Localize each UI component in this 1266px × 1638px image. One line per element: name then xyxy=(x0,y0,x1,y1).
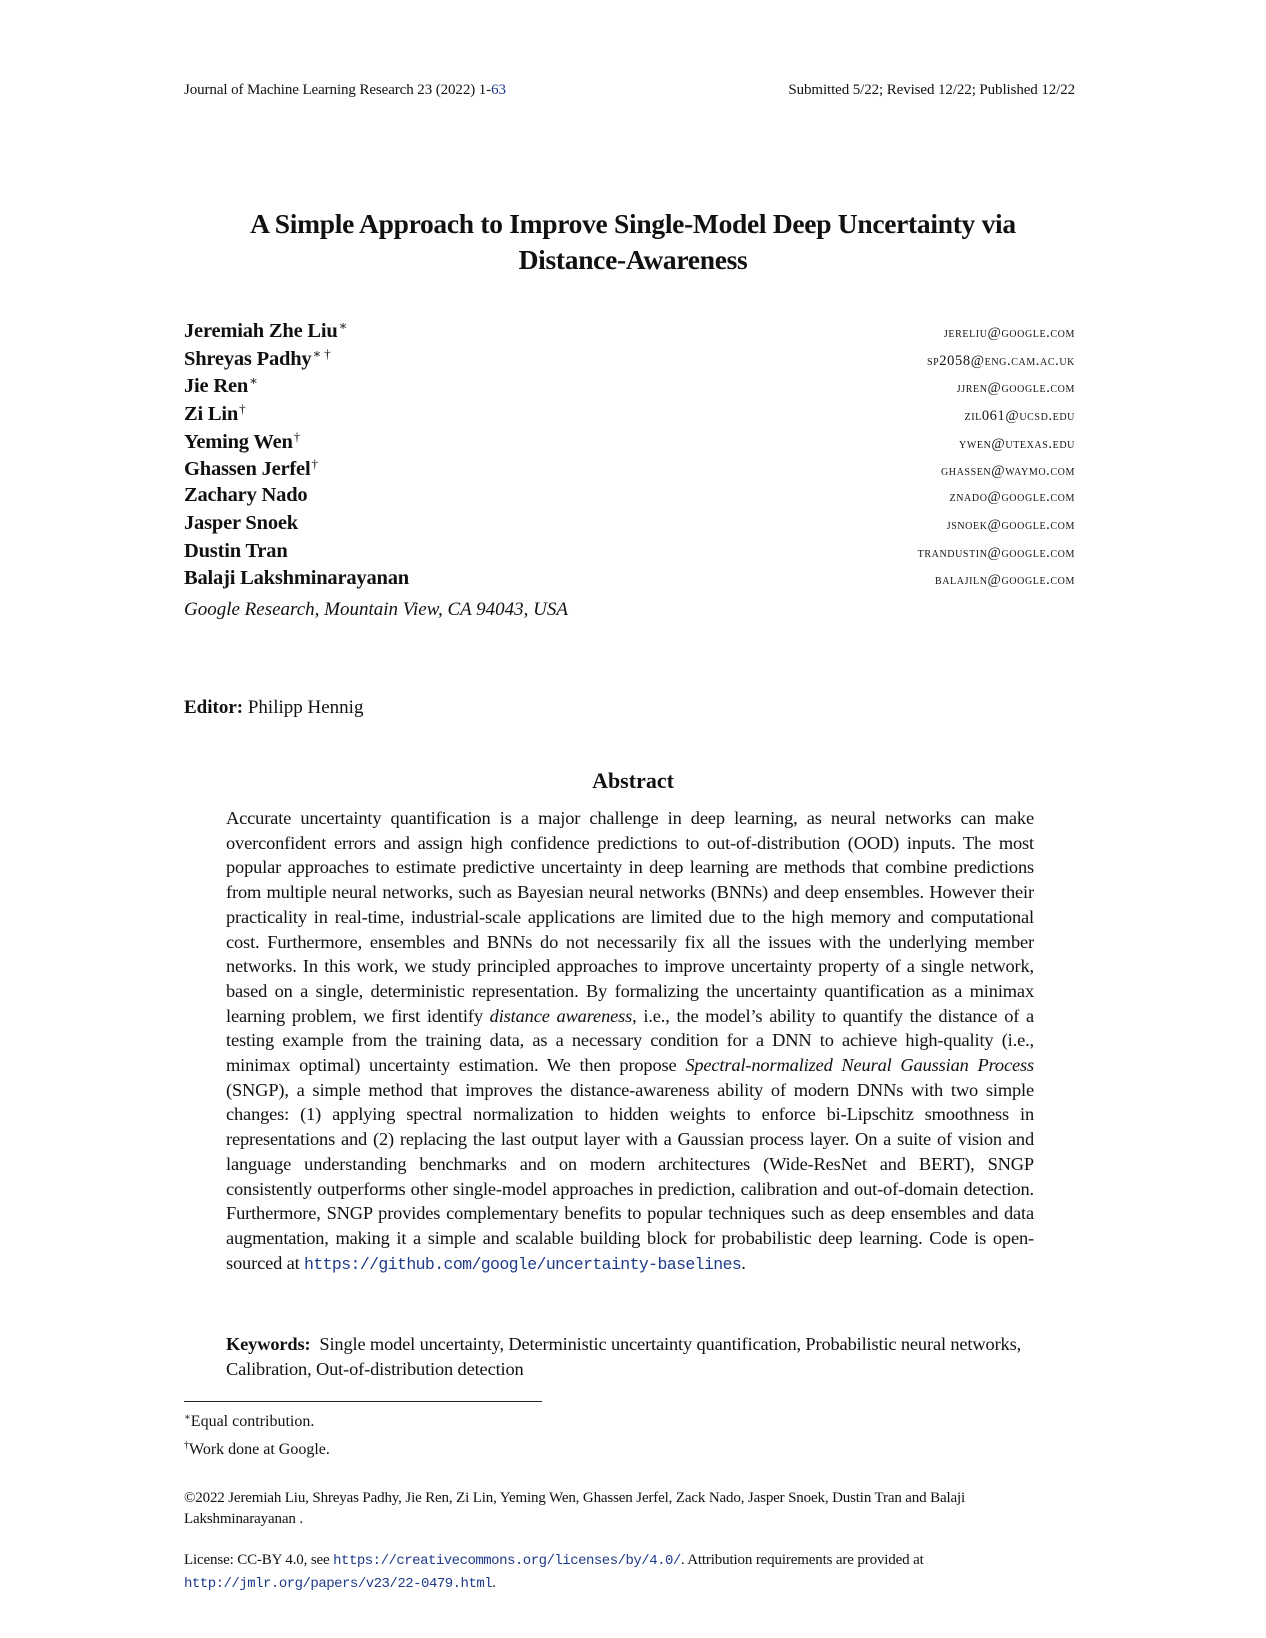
abstract-body: Accurate uncertainty quantification is a major challenge in deep learning, as neural networks can make overconfident errors and assign high confidence predictions to out-of-distribution (OOD) inputs. The most popular approaches to estimate predictive uncertainty in deep learning are methods that combine predictions from multiple neural networks, such as Bayesian neural networks (BNNs) and deep ensembles. However their practicality in real-time, industrial-scale applications are limited due to the high memory and computational cost. Furthermore, ensembles and BNNs do not necessarily fix all the issues with the underlying member networks. In this work, we study principled approaches to improve uncertainty property of a single network, based on a single, deterministic representation. By formalizing the uncertainty quantification as a minimax learning problem, we first identify distance awareness, i.e., the model’s ability to quantify the distance of a testing example from the training data, as a necessary condition for a DNN to achieve high-quality (i.e., minimax optimal) uncertainty estimation. We then propose Spectral-normalized Neural Gaussian Process (SNGP), a simple method that improves the distance-awareness ability of modern DNNs with two simple changes: (1) applying spectral normalization to hidden weights to enforce bi-Lipschitz smoothness in representations and (2) replacing the last output layer with a Gaussian process layer. On a suite of vision and language understanding benchmarks and on modern architectures (Wide-ResNet and BERT), SNGP consistently outperforms other single-model approaches in prediction, calibration and out-of-domain detection. Furthermore, SNGP provides complementary benefits to popular techniques such as deep ensembles and data augmentation, making it a simple and scalable building block for probabilistic deep learning. Code is open-sourced at https://github.com/google/uncertainty-baselines. xyxy=(226,808,1035,1274)
keywords-text: Single model uncertainty, Deterministic uncertainty quantification, Probabilistic neural networks, Calibration, Out-of-distribution detection xyxy=(226,1334,1022,1379)
author-name: Shreyas Padhy∗ † xyxy=(184,345,331,370)
journal-name: Journal of Machine Learning Research 23 (2022) 1- xyxy=(184,82,492,98)
emphasis-sngp-name: Spectral-normalized Neural Gaussian Process xyxy=(685,1055,1034,1076)
author-row xyxy=(184,346,1075,374)
author-name: Balaji Lakshminarayanan xyxy=(184,567,409,590)
author-name: Jasper Snoek xyxy=(184,511,298,534)
author-row xyxy=(184,429,1075,457)
code-url-link[interactable]: https://github.com/google/uncertainty-baselines xyxy=(304,1254,742,1274)
journal-header xyxy=(184,80,506,100)
author-marks[interactable]: † xyxy=(293,428,300,444)
license-notice: License: CC-BY 4.0, see https://creativecommons.org/licenses/by/4.0/. Attribution requirements are provided at http://jmlr.org/papers/v23/22-0479.html. xyxy=(184,1552,924,1592)
author-marks[interactable]: † xyxy=(311,456,318,472)
author-email: jsnoek@google.com xyxy=(946,516,1075,533)
jmlr-paper-link[interactable]: http://jmlr.org/papers/v23/22-0479.html xyxy=(184,1576,493,1592)
author-row xyxy=(184,512,1075,540)
author-name: Dustin Tran xyxy=(184,539,288,562)
copyright-icon: © xyxy=(184,1490,196,1506)
submission-info: Submitted 5/22; Revised 12/22; Published 12/22 xyxy=(788,82,1075,98)
author-email: trandustin@google.com xyxy=(917,544,1075,561)
author-marks[interactable]: † xyxy=(239,401,246,417)
cc-license-link[interactable]: https://creativecommons.org/licenses/by/4.0/ xyxy=(333,1553,681,1569)
last-page-link[interactable]: 63 xyxy=(491,82,506,98)
footnotes xyxy=(184,1406,330,1462)
author-name: Jie Ren∗ xyxy=(184,373,258,398)
author-name: Zachary Nado xyxy=(184,484,308,507)
author-name: Yeming Wen† xyxy=(184,428,300,453)
affiliation: Google Research, Mountain View, CA 94043, USA xyxy=(184,598,568,620)
author-email: jereliu@google.com xyxy=(943,325,1075,341)
author-email: ghassen@waymo.com xyxy=(940,463,1075,480)
author-email: balajiln@google.com xyxy=(934,572,1075,589)
author-row xyxy=(184,540,1075,568)
author-email: jjren@google.com xyxy=(956,380,1075,397)
author-marks[interactable]: ∗ † xyxy=(312,345,331,361)
author-row xyxy=(184,567,1075,595)
author-row xyxy=(184,456,1075,484)
emphasis-distance-awareness: distance awareness xyxy=(489,1005,633,1026)
keywords xyxy=(226,1332,1034,1381)
footnote-work-at-google: †Work done at Google. xyxy=(184,1440,330,1458)
abstract-heading: Abstract xyxy=(592,768,674,793)
footnote-equal-contribution: ∗Equal contribution. xyxy=(184,1412,315,1430)
paper-title xyxy=(150,206,1116,278)
author-row xyxy=(184,318,1075,346)
copyright-notice: ©2022 Jeremiah Liu, Shreyas Padhy, Jie Ren, Zi Lin, Yeming Wen, Ghassen Jerfel, Zack Nado, Jasper Snoek, Dustin Tran and Balaji Lakshminarayanan . xyxy=(184,1490,966,1527)
author-email: sp2058@eng.cam.ac.uk xyxy=(926,352,1075,369)
author-name: Jeremiah Zhe Liu∗ xyxy=(184,318,348,342)
author-name: Ghassen Jerfel† xyxy=(184,456,318,481)
editor-name: Philipp Hennig xyxy=(247,697,364,718)
author-marks[interactable]: ∗ xyxy=(249,373,258,389)
editor-line xyxy=(184,697,363,719)
title-line-2: Distance-Awareness xyxy=(518,244,748,275)
editor-label: Editor: xyxy=(184,697,244,718)
author-email: ywen@utexas.edu xyxy=(959,435,1075,452)
author-row xyxy=(184,373,1075,401)
author-marks[interactable]: ∗ xyxy=(338,318,348,333)
author-row xyxy=(184,401,1075,429)
keywords-label: Keywords: xyxy=(226,1334,311,1354)
footnote-rule xyxy=(184,1401,542,1402)
author-name: Zi Lin† xyxy=(184,401,246,426)
author-email: znado@google.com xyxy=(949,489,1075,506)
author-list xyxy=(184,318,1075,623)
author-email: zil061@ucsd.edu xyxy=(964,408,1075,425)
author-row xyxy=(184,484,1075,512)
title-line-1: A Simple Approach to Improve Single-Model Deep Uncertainty via xyxy=(250,208,1016,239)
